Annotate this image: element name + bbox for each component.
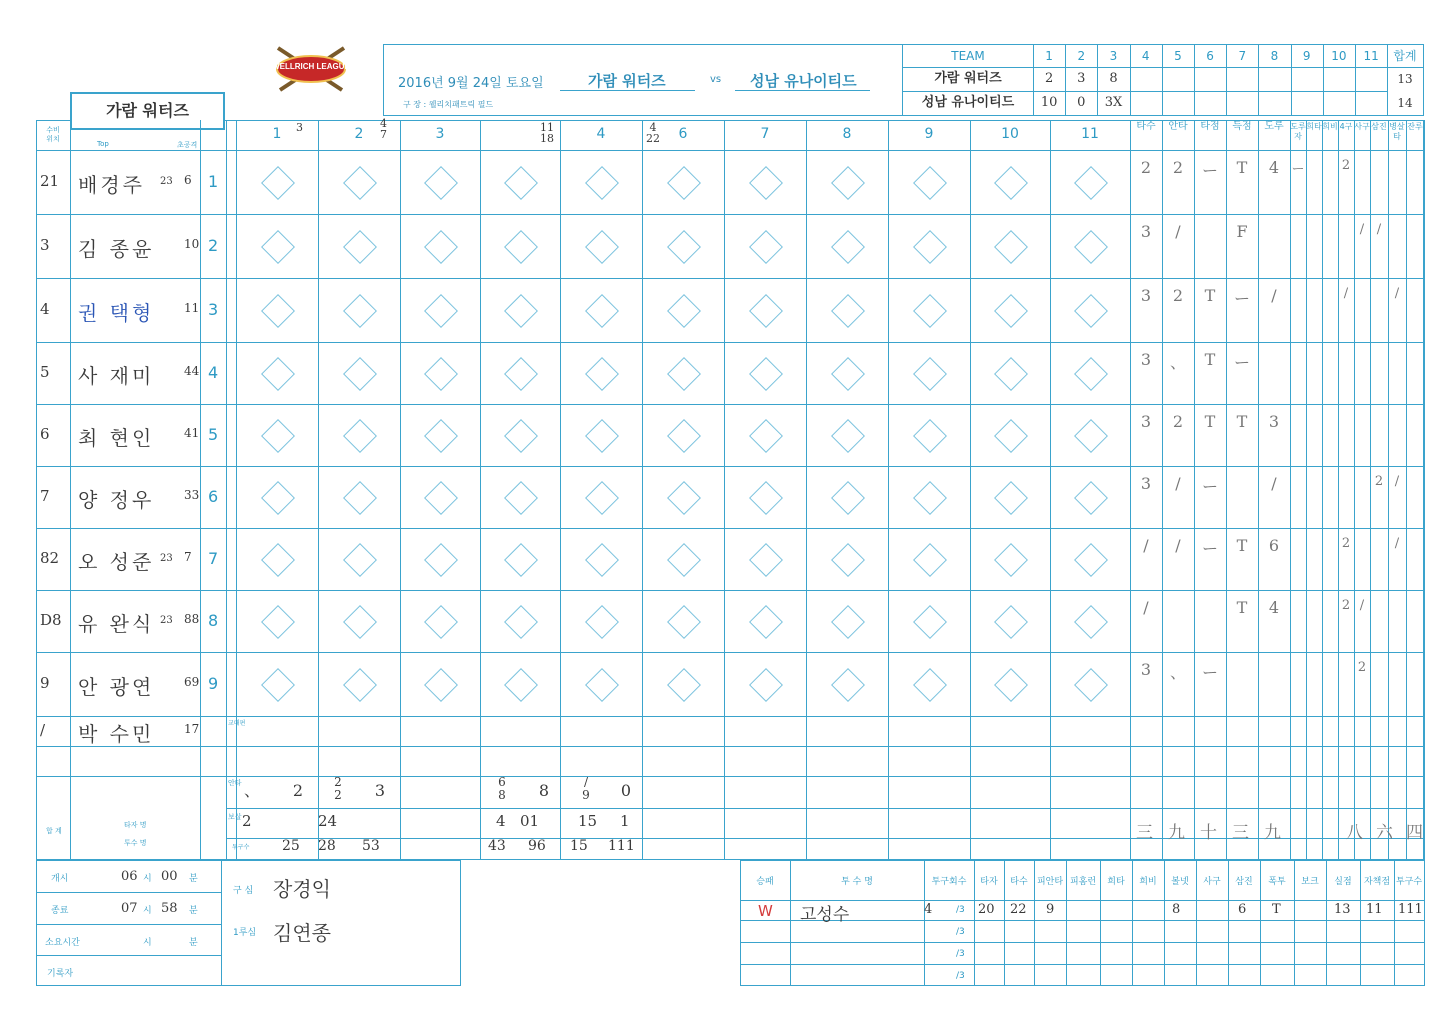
player-name: 최 현인 — [78, 426, 155, 450]
stat-header: 타점 — [1200, 121, 1220, 132]
player-position: D8 — [40, 611, 62, 629]
duration-label: 소요시간 — [45, 938, 80, 948]
venue-name: 웰리치패트릭 필드 — [428, 100, 494, 109]
player-stat: 2 — [1357, 660, 1367, 675]
player-name: 권 택형 — [78, 301, 155, 325]
linescore-run: 3X — [1104, 95, 1123, 110]
bases-total: 4 — [496, 812, 506, 830]
player-stat: 3 — [1140, 660, 1152, 679]
recorder-label: 기록자 — [47, 969, 74, 979]
end-hour: 07 — [121, 901, 138, 916]
stat-header: 희타 — [1306, 122, 1322, 131]
pitcher-innings: 4 — [924, 902, 933, 917]
player-number: 7 — [184, 550, 192, 564]
first-umpire-label: 1루심 — [233, 928, 257, 938]
player-stat: 2 — [1374, 474, 1384, 489]
player-stat: / — [1394, 286, 1400, 301]
subs-label: 교대편 — [228, 720, 246, 727]
pitchcount-total: 43 — [488, 838, 506, 854]
player-name: 배경주 — [78, 173, 145, 197]
linescore-run: 8 — [1097, 67, 1129, 92]
pitchcount-total: 28 — [318, 838, 336, 854]
player-number: 44 — [184, 364, 200, 378]
player-position: 82 — [40, 549, 60, 567]
pitcher-wp: T — [1272, 902, 1281, 917]
linescore-run — [1323, 91, 1355, 115]
hits-total: 6 8 — [498, 775, 506, 802]
team-box-name: 가람 워터즈 — [106, 101, 189, 120]
inning-header-9: 9 — [1291, 45, 1323, 68]
inning-header-11: 11 — [1355, 45, 1387, 68]
hits-total: 8 — [538, 781, 550, 800]
player-stat: 6 — [1268, 536, 1280, 555]
chief-umpire-label: 구 심 — [233, 886, 254, 896]
player-sub: 23 — [160, 615, 173, 626]
batting-order: 7 — [208, 549, 219, 568]
start-hour: 06 — [121, 869, 138, 884]
player-stat: / — [1143, 536, 1149, 555]
inning-header-4: 4 — [1130, 45, 1162, 68]
start-label: 개시 — [51, 874, 69, 884]
player-stat: F — [1236, 222, 1248, 241]
player-number: 41 — [184, 426, 200, 440]
linescore-run — [1258, 91, 1290, 115]
player-number: 6 — [184, 173, 192, 187]
player-stat: ー — [1291, 162, 1305, 177]
player-stat: / — [1343, 286, 1349, 301]
pitching-header: 피안타 — [1036, 877, 1064, 887]
stat-header: 4구 — [1339, 122, 1353, 131]
player-stat: ー — [1201, 539, 1218, 558]
batting-order: 1 — [208, 172, 219, 191]
player-stat: 、 — [1169, 663, 1186, 682]
pitcher-bb: 8 — [1172, 902, 1181, 917]
pitchcount-label: 투구수 — [232, 844, 250, 851]
pitching-header: 투구수 — [1395, 877, 1423, 887]
pitcher-ab: 22 — [1010, 902, 1027, 917]
player-stat: ー — [1201, 477, 1218, 496]
pitching-header: 투 수 명 — [841, 877, 873, 887]
player-stat: 3 — [1140, 222, 1152, 241]
linescore-total-2: 14 — [1397, 96, 1413, 110]
batting-order: 9 — [208, 674, 219, 693]
linescore-run — [1355, 91, 1387, 115]
pitchcount-total: 25 — [282, 838, 300, 854]
linescore-run — [1194, 91, 1226, 115]
player-position: 3 — [40, 236, 50, 254]
league-logo — [268, 44, 354, 94]
stat-header: 타수 — [1136, 121, 1156, 132]
player-name: 사 재미 — [78, 364, 155, 388]
player-stat: / — [1376, 222, 1382, 237]
player-number: 10 — [184, 237, 200, 251]
stat-header: 도루 — [1264, 121, 1284, 132]
linescore-run — [1226, 67, 1258, 92]
player-number: 11 — [184, 301, 200, 315]
linescore-run — [1194, 67, 1226, 92]
first-umpire-name: 김연종 — [273, 921, 331, 945]
inning-header-2: 2 — [1065, 45, 1097, 68]
linescore-run: 3 — [1065, 67, 1097, 92]
linescore-run: 2 — [1033, 67, 1065, 92]
player-stat: ー — [1201, 161, 1218, 180]
pitcher-innings-frac: /3 — [956, 927, 965, 937]
away-team-name: 성남 유나이티드 — [750, 72, 857, 90]
dur-hour-unit: 시 — [143, 938, 152, 948]
venue-label: 구 장 : — [403, 100, 427, 109]
stat-grand-total: 九 — [1168, 823, 1185, 843]
player-stat: 3 — [1140, 350, 1152, 369]
pitcher-pitches: 111 — [1398, 902, 1423, 917]
inning-header-8: 8 — [1258, 45, 1290, 68]
player-stat: / — [1175, 474, 1181, 493]
stat-header: 득점 — [1232, 121, 1252, 132]
player-stat: T — [1236, 158, 1248, 177]
linescore-run — [1258, 67, 1290, 92]
linescore-team-1: 가람 워터즈 — [903, 67, 1034, 92]
pitching-header: 희타 — [1107, 877, 1125, 887]
inning-mark: 4 7 — [380, 117, 387, 141]
player-position: 9 — [40, 674, 50, 692]
mode-label: 초공격 — [177, 141, 198, 149]
player-stat: 3 — [1268, 412, 1280, 431]
hits-total: 2 — [292, 781, 304, 800]
bases-total: 15 — [578, 812, 598, 830]
stat-header: 병살타 — [1389, 122, 1405, 141]
player-stat: 4 — [1268, 598, 1280, 617]
pitcher-hits: 9 — [1046, 902, 1055, 917]
player-stat: 2 — [1341, 536, 1351, 551]
linescore-run — [1291, 91, 1323, 115]
inning-header-10: 10 — [1323, 45, 1355, 68]
player-stat: / — [1175, 536, 1181, 555]
pitchcount-total: 53 — [362, 838, 380, 854]
linescore-run — [1355, 67, 1387, 92]
pitcher-batters: 20 — [978, 902, 995, 917]
bases-total: 24 — [318, 812, 338, 830]
player-stat: 2 — [1341, 598, 1351, 613]
dur-min-unit: 분 — [189, 938, 198, 948]
player-name: 오 성준 — [78, 550, 155, 574]
linescore-run — [1162, 91, 1194, 115]
player-stat: / — [1271, 474, 1277, 493]
player-stat: 2 — [1172, 286, 1184, 305]
player-stat: 3 — [1140, 474, 1152, 493]
logo-text: WELLRICH LEAGUE — [272, 62, 350, 71]
inning-col-header: 11 — [1081, 126, 1099, 142]
venue — [403, 99, 493, 110]
pitching-header: 사구 — [1203, 877, 1221, 887]
pitcher-innings-frac: /3 — [956, 905, 965, 915]
stat-grand-total: 六 — [1376, 823, 1393, 843]
pitcher-k: 6 — [1238, 902, 1247, 917]
pitcher-runs: 13 — [1334, 902, 1351, 917]
batting-order: 6 — [208, 487, 219, 506]
pitching-header: 투구회수 — [931, 877, 967, 887]
inning-header-7: 7 — [1226, 45, 1258, 68]
linescore-total-1: 13 — [1397, 72, 1413, 86]
linescore-run: 10 — [1040, 95, 1058, 110]
home-team-name: 가람 워터즈 — [588, 72, 666, 90]
start-min-unit: 분 — [189, 874, 198, 884]
player-position: / — [40, 721, 46, 739]
batters-label: 타자 명 — [124, 821, 147, 829]
player-position: 4 — [40, 300, 50, 318]
bases-total: 01 — [520, 812, 540, 830]
player-name: 유 완식 — [78, 612, 155, 636]
inning-col-header: 1 — [272, 126, 282, 142]
batting-order: 4 — [208, 363, 219, 382]
player-number: 33 — [184, 488, 200, 502]
inning-col-header: 3 — [435, 126, 445, 142]
hits-total: 0 — [620, 781, 632, 800]
pitching-header: 타자 — [980, 877, 998, 887]
pitcher-result: W — [758, 902, 773, 920]
inning-mark: 4 22 — [646, 121, 660, 145]
player-stat: / — [1359, 598, 1365, 613]
stat-header: 사구 — [1354, 122, 1370, 131]
player-stat: 4 — [1268, 158, 1280, 177]
pitcher-innings-frac: /3 — [956, 949, 965, 959]
stat-header: 희비 — [1322, 122, 1338, 131]
inning-col-header: 2 — [354, 126, 364, 142]
bases-total: 1 — [620, 812, 630, 830]
player-stat: T — [1204, 286, 1216, 305]
pitching-header: 희비 — [1139, 877, 1157, 887]
stat-header: 삼진 — [1371, 122, 1387, 131]
pitching-header: 삼진 — [1235, 877, 1253, 887]
player-stat: / — [1394, 536, 1400, 551]
hits-label: 안타 — [228, 779, 242, 787]
stat-grand-total: 十 — [1200, 823, 1217, 843]
stat-grand-total: 四 — [1406, 823, 1423, 843]
team-box — [70, 92, 225, 130]
total-header: 합계 — [1387, 45, 1423, 68]
linescore — [902, 44, 1424, 116]
player-stat: / — [1271, 286, 1277, 305]
pitching-header: 타수 — [1010, 877, 1028, 887]
player-position: 21 — [40, 172, 60, 190]
game-times — [36, 860, 461, 986]
pitcher-er: 11 — [1366, 902, 1383, 917]
top-label: Top — [97, 140, 109, 148]
batting-order: 2 — [208, 236, 219, 255]
inning-col-header: 7 — [760, 126, 770, 142]
hits-total: 、 — [243, 781, 260, 800]
linescore-team-2: 성남 유나이티드 — [903, 91, 1034, 115]
pitcher-name: 고성수 — [800, 905, 850, 925]
stat-header: 도루자 — [1290, 122, 1306, 141]
team-header: TEAM — [903, 45, 1034, 68]
linescore-run: 0 — [1077, 95, 1086, 110]
stat-grand-total: 三 — [1136, 823, 1153, 843]
pitchcount-total: 96 — [528, 838, 546, 854]
vs-label: vs — [710, 74, 722, 85]
pitching-header: 실점 — [1334, 877, 1352, 887]
player-stat: 2 — [1341, 158, 1351, 173]
batting-order: 8 — [208, 611, 219, 630]
pitching-header: 자책점 — [1363, 877, 1391, 887]
hits-total: 3 — [374, 781, 386, 800]
player-stat: 2 — [1172, 412, 1184, 431]
end-label: 종료 — [51, 906, 69, 916]
pos-col-header: 수비 위치 — [46, 126, 60, 143]
player-stat: T — [1236, 598, 1248, 617]
stat-grand-total: 三 — [1232, 823, 1249, 843]
start-min: 00 — [161, 869, 178, 884]
totals-label: 합 계 — [46, 827, 62, 835]
player-stat: / — [1175, 222, 1181, 241]
player-number: 17 — [184, 722, 200, 736]
player-stat: / — [1394, 474, 1400, 489]
inning-col-header: 9 — [924, 126, 934, 142]
batting-order: 3 — [208, 300, 219, 319]
player-stat: ー — [1233, 353, 1250, 372]
player-name: 박 수민 — [78, 722, 155, 746]
bases-total: 2 — [242, 812, 252, 830]
linescore-run — [1130, 91, 1162, 115]
player-name: 양 정우 — [78, 488, 155, 512]
hits-total: / 9 — [582, 775, 590, 802]
pitching-header: 볼넷 — [1171, 877, 1189, 887]
linescore-run — [1130, 67, 1162, 92]
linescore-run — [1291, 67, 1323, 92]
linescore-run — [1162, 67, 1194, 92]
hits-total: 2 2 — [334, 775, 342, 802]
inning-header-6: 6 — [1194, 45, 1226, 68]
player-stat: 、 — [1169, 353, 1186, 372]
player-position: 5 — [40, 363, 50, 381]
player-stat: 2 — [1140, 158, 1152, 177]
player-stat: 3 — [1140, 412, 1152, 431]
stat-grand-total: 九 — [1264, 823, 1281, 843]
pitching-header: 승패 — [756, 877, 774, 887]
player-stat: / — [1359, 222, 1365, 237]
inning-col-header: 6 — [678, 126, 688, 142]
inning-header-5: 5 — [1162, 45, 1194, 68]
inning-header-3: 3 — [1097, 45, 1129, 68]
end-min: 58 — [161, 901, 178, 916]
chief-umpire-name: 장경익 — [273, 877, 331, 901]
linescore-run — [1226, 91, 1258, 115]
player-stat: T — [1204, 412, 1216, 431]
player-position: 7 — [40, 487, 50, 505]
pitchcount-total: 15 — [570, 838, 588, 854]
player-stat: T — [1236, 536, 1248, 555]
linescore-run — [1323, 67, 1355, 92]
pitching-header: 보크 — [1301, 877, 1319, 887]
player-stat: ー — [1201, 663, 1218, 682]
batting-order: 5 — [208, 425, 219, 444]
end-min-unit: 분 — [189, 906, 198, 916]
inning-header-1: 1 — [1033, 45, 1065, 68]
pitching-header: 폭투 — [1268, 877, 1286, 887]
pitcher-innings-frac: /3 — [956, 971, 965, 981]
inning-col-header: 4 — [596, 126, 606, 142]
player-stat: T — [1236, 412, 1248, 431]
game-date: 2016년 9월 24일 토요일 — [398, 76, 544, 91]
start-hour-unit: 시 — [143, 874, 152, 884]
stat-header: 잔루 — [1407, 122, 1423, 131]
inning-col-header: 10 — [1001, 126, 1019, 142]
player-sub: 23 — [160, 176, 173, 187]
inning-col-header: 8 — [842, 126, 852, 142]
player-name: 김 종윤 — [78, 237, 155, 261]
end-hour-unit: 시 — [143, 906, 152, 916]
player-number: 69 — [184, 675, 200, 689]
player-sub: 23 — [160, 553, 173, 564]
inning-mark: 11 18 — [540, 121, 554, 145]
stat-header: 안타 — [1168, 121, 1188, 132]
player-stat: 3 — [1140, 286, 1152, 305]
bases-label: 보살 — [228, 813, 242, 821]
player-stat: / — [1143, 598, 1149, 617]
player-number: 88 — [184, 612, 200, 626]
player-stat: 2 — [1172, 158, 1184, 177]
player-name: 안 광연 — [78, 675, 155, 699]
player-stat: T — [1204, 350, 1216, 369]
pitchers-label: 투수 명 — [124, 839, 147, 847]
stat-grand-total: 八 — [1346, 823, 1363, 843]
player-position: 6 — [40, 425, 50, 443]
pitching-header: 피홈런 — [1069, 877, 1097, 887]
pitchcount-total: 111 — [608, 838, 635, 854]
inning-mark: 3 — [296, 121, 303, 134]
player-stat: ー — [1233, 289, 1250, 308]
